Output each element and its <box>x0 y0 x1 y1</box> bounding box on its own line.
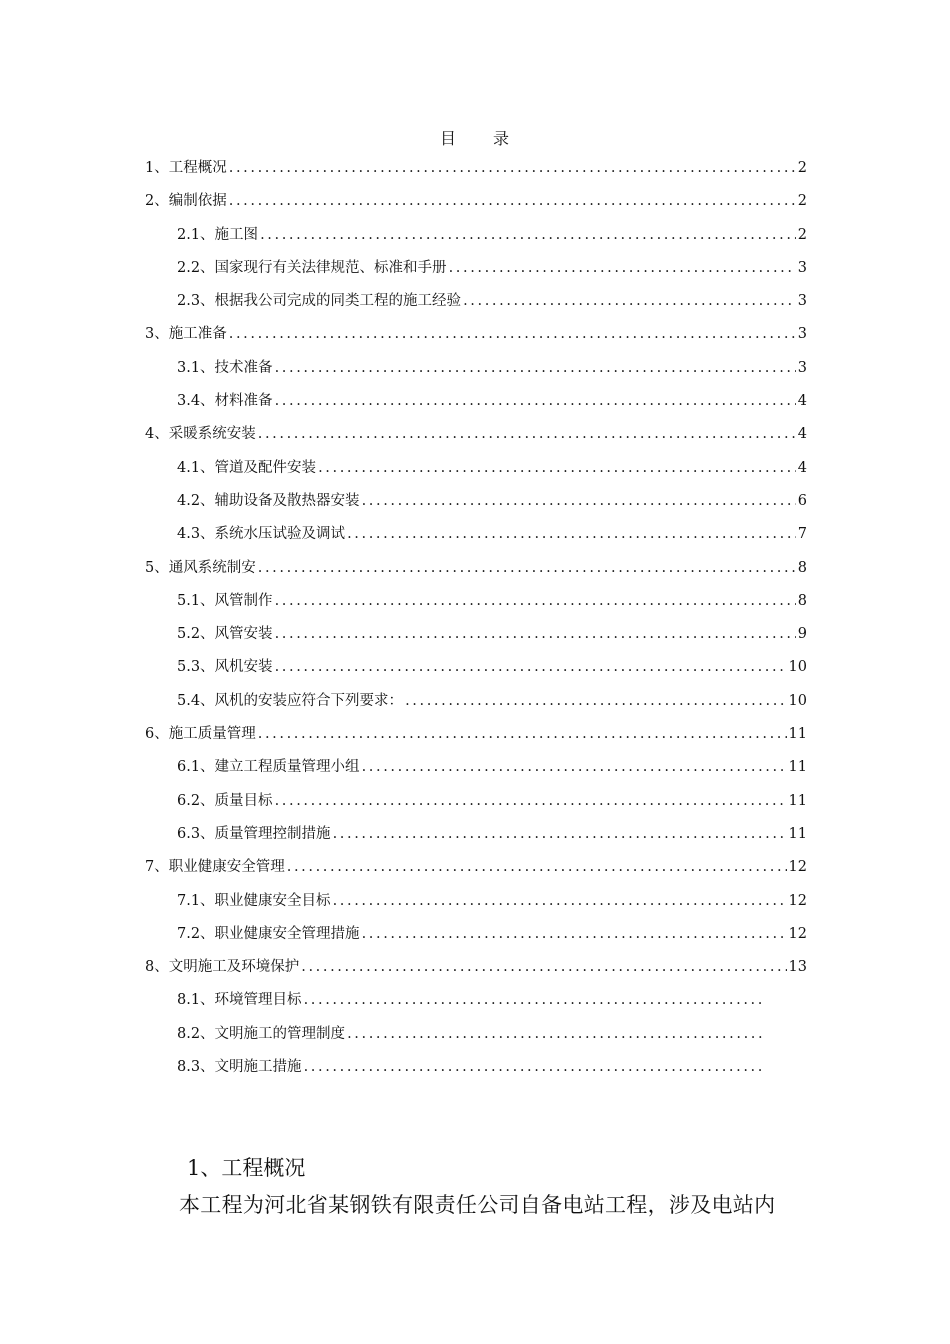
toc-entry-label: 5.1、风管制作 <box>177 592 273 609</box>
toc-dot-leader <box>333 893 787 909</box>
toc-entry-label: 6、施工质量管理 <box>145 726 256 743</box>
toc-dot-leader <box>304 1059 765 1075</box>
toc-dot-leader <box>258 560 796 576</box>
toc-entry[interactable] <box>145 622 807 655</box>
toc-entry[interactable] <box>145 522 807 555</box>
toc-dot-leader <box>229 160 796 176</box>
toc-entry[interactable] <box>145 289 807 322</box>
toc-entry[interactable] <box>145 489 807 522</box>
toc-entry-page: 3 <box>797 359 807 376</box>
toc-entry-label: 3、施工准备 <box>145 326 227 343</box>
toc-entry-label: 2.3、根据我公司完成的同类工程的施工经验 <box>177 293 462 310</box>
toc-dot-leader <box>275 393 796 409</box>
toc-entry-label: 4.2、辅助设备及散热器安装 <box>177 492 360 509</box>
toc-title <box>0 126 950 149</box>
toc-entry[interactable] <box>145 156 807 189</box>
toc-entry[interactable] <box>145 256 807 289</box>
toc-entry[interactable] <box>145 855 807 888</box>
toc-entry-label: 5.4、风机的安装应符合下列要求： <box>177 692 404 709</box>
toc-dot-leader <box>362 926 787 942</box>
toc-entry[interactable] <box>145 589 807 622</box>
toc-entry[interactable] <box>145 722 807 755</box>
toc-entry-label: 7.2、职业健康安全管理措施 <box>177 925 360 942</box>
toc-entry-page: 9 <box>797 626 807 643</box>
toc-dot-leader <box>318 460 796 476</box>
toc-dot-leader <box>347 1026 765 1042</box>
toc-entry-page: 11 <box>788 825 807 842</box>
toc-entry-page: 2 <box>797 226 807 243</box>
toc-entry[interactable] <box>145 822 807 855</box>
toc-entry-label: 6.1、建立工程质量管理小组 <box>177 759 360 776</box>
toc-entry[interactable] <box>145 755 807 788</box>
toc-entry[interactable] <box>145 389 807 422</box>
toc-entry-label: 2.1、施工图 <box>177 226 259 243</box>
table-of-contents <box>145 156 807 1088</box>
toc-entry[interactable] <box>145 1022 767 1055</box>
toc-entry[interactable] <box>145 456 807 489</box>
toc-entry-label: 2.2、国家现行有关法律规范、标准和手册 <box>177 259 447 276</box>
toc-entry-page: 10 <box>788 659 807 676</box>
toc-dot-leader <box>229 193 796 209</box>
toc-entry-label: 8.1、环境管理目标 <box>177 992 302 1009</box>
toc-dot-leader <box>463 293 796 309</box>
toc-entry[interactable] <box>145 689 807 722</box>
toc-entry-page: 2 <box>797 160 807 176</box>
toc-entry[interactable] <box>145 889 807 922</box>
toc-entry-label: 6.2、质量目标 <box>177 792 273 809</box>
toc-entry-page: 11 <box>788 792 807 809</box>
toc-dot-leader <box>275 626 796 642</box>
toc-entry[interactable] <box>145 955 807 988</box>
toc-dot-leader <box>304 992 765 1008</box>
toc-dot-leader <box>405 693 786 709</box>
toc-entry[interactable] <box>145 988 767 1021</box>
toc-entry[interactable] <box>145 223 807 256</box>
toc-entry-label: 8.3、文明施工措施 <box>177 1059 302 1076</box>
toc-title-char-1: 目 <box>439 129 457 148</box>
toc-dot-leader <box>275 360 796 376</box>
toc-dot-leader <box>258 726 787 742</box>
toc-entry-label: 2、编制依据 <box>145 193 227 210</box>
toc-dot-leader <box>301 959 786 975</box>
toc-entry-label: 5.2、风管安装 <box>177 626 273 643</box>
toc-dot-leader <box>275 593 796 609</box>
toc-dot-leader <box>258 426 796 442</box>
toc-entry-page: 2 <box>797 193 807 210</box>
toc-entry-page: 3 <box>797 326 807 343</box>
toc-dot-leader <box>229 326 796 342</box>
body-paragraph: 本工程为河北省某钢铁有限责任公司自备电站工程，涉及电站内 <box>179 1193 776 1217</box>
toc-entry-page: 3 <box>797 293 807 310</box>
toc-entry-page: 6 <box>797 492 807 509</box>
toc-entry[interactable] <box>145 1055 767 1088</box>
toc-entry-page: 4 <box>797 426 807 443</box>
toc-entry-label: 3.4、材料准备 <box>177 393 273 410</box>
toc-entry-page: 8 <box>797 592 807 609</box>
toc-entry[interactable] <box>145 789 807 822</box>
toc-entry-page: 11 <box>788 726 807 743</box>
toc-entry-page: 8 <box>797 559 807 576</box>
section-heading: 1、工程概况 <box>187 1156 306 1180</box>
toc-entry-label: 5、通风系统制安 <box>145 559 256 576</box>
toc-entry[interactable] <box>145 189 807 222</box>
toc-entry[interactable] <box>145 556 807 589</box>
toc-dot-leader <box>275 793 787 809</box>
toc-entry-page: 12 <box>788 892 807 909</box>
toc-title-char-2: 录 <box>493 129 511 148</box>
toc-entry-page: 12 <box>788 925 807 942</box>
toc-entry-label: 8.2、文明施工的管理制度 <box>177 1025 346 1042</box>
toc-entry[interactable] <box>145 655 807 688</box>
toc-entry-page: 12 <box>788 859 807 876</box>
toc-entry-label: 5.3、风机安装 <box>177 659 273 676</box>
toc-dot-leader <box>275 659 787 675</box>
toc-dot-leader <box>362 759 787 775</box>
toc-entry-page: 4 <box>797 393 807 410</box>
toc-entry-page: 3 <box>797 259 807 276</box>
toc-entry-label: 7、职业健康安全管理 <box>145 859 285 876</box>
toc-entry-label: 4、采暖系统安装 <box>145 426 256 443</box>
toc-dot-leader <box>347 526 796 542</box>
toc-entry-label: 8、文明施工及环境保护 <box>145 959 300 976</box>
toc-entry-label: 6.3、质量管理控制措施 <box>177 825 331 842</box>
toc-dot-leader <box>260 227 796 243</box>
toc-entry-page: 11 <box>788 759 807 776</box>
toc-entry[interactable] <box>145 356 807 389</box>
toc-entry-page: 4 <box>797 459 807 476</box>
toc-entry-label: 3.1、技术准备 <box>177 359 273 376</box>
toc-dot-leader <box>449 260 796 276</box>
toc-entry-page: 10 <box>788 692 807 709</box>
toc-entry[interactable] <box>145 922 807 955</box>
toc-entry-label: 7.1、职业健康安全目标 <box>177 892 331 909</box>
toc-entry-label: 1、工程概况 <box>145 160 227 176</box>
toc-dot-leader <box>362 493 796 509</box>
toc-entry-label: 4.3、系统水压试验及调试 <box>177 526 346 543</box>
toc-dot-leader <box>333 826 787 842</box>
toc-dot-leader <box>287 859 787 875</box>
toc-entry[interactable] <box>145 322 807 355</box>
toc-entry[interactable] <box>145 422 807 455</box>
toc-entry-page: 13 <box>788 959 807 976</box>
toc-entry-label: 4.1、管道及配件安装 <box>177 459 317 476</box>
toc-entry-page: 7 <box>797 526 807 543</box>
